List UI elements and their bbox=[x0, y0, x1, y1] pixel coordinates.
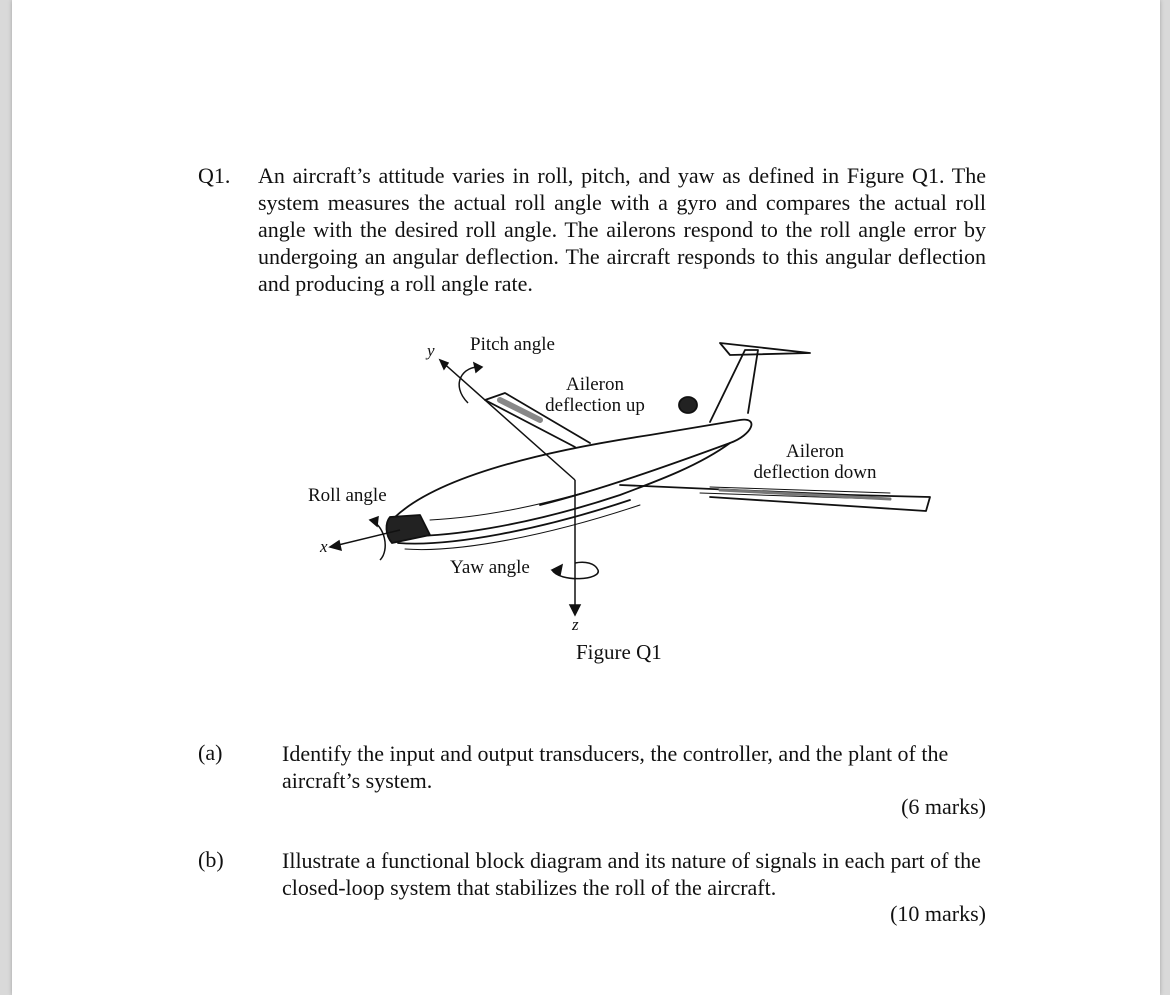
part-a-marks: (6 marks) bbox=[901, 794, 986, 819]
aileron-up-label bbox=[536, 374, 654, 416]
aileron-down-label bbox=[742, 441, 888, 483]
x-axis-label: x bbox=[320, 537, 328, 556]
yaw-angle-label: Yaw angle bbox=[450, 557, 530, 578]
aileron-up-line2: deflection up bbox=[545, 395, 645, 416]
roll-angle-label: Roll angle bbox=[308, 485, 387, 506]
question-text: An aircraft’s attitude varies in roll, pitch, and yaw as defined in Figure Q1. The system measures the actual roll angle with a gyro and compares the actual roll angle with the desired roll angle. The ailerons respond to the roll angle error by undergoing an angular deflection. The aircraft responds to this angular deflection and producing a roll angle rate. bbox=[258, 163, 986, 296]
z-axis-label: z bbox=[572, 615, 579, 634]
figure-caption: Figure Q1 bbox=[576, 640, 662, 664]
part-a-label: (a) bbox=[198, 740, 223, 765]
aileron-down-line1: Aileron bbox=[785, 441, 845, 462]
part-b-label: (b) bbox=[198, 847, 224, 872]
part-a-text: Identify the input and output transducers, the controller, and the plant of the aircraft’s system. bbox=[282, 741, 949, 793]
aileron-down-line2: deflection down bbox=[753, 462, 877, 483]
aircraft-figure bbox=[290, 325, 950, 670]
part-b-text: Illustrate a functional block diagram and its nature of signals in each part of the closed-loop system that stabilizes the roll of the aircraft. bbox=[282, 848, 981, 900]
y-axis-label: y bbox=[427, 341, 435, 360]
part-b-marks: (10 marks) bbox=[890, 901, 986, 926]
pitch-angle-label: Pitch angle bbox=[470, 334, 555, 355]
aileron-up-line1: Aileron bbox=[565, 374, 625, 395]
question-number: Q1. bbox=[198, 163, 231, 188]
